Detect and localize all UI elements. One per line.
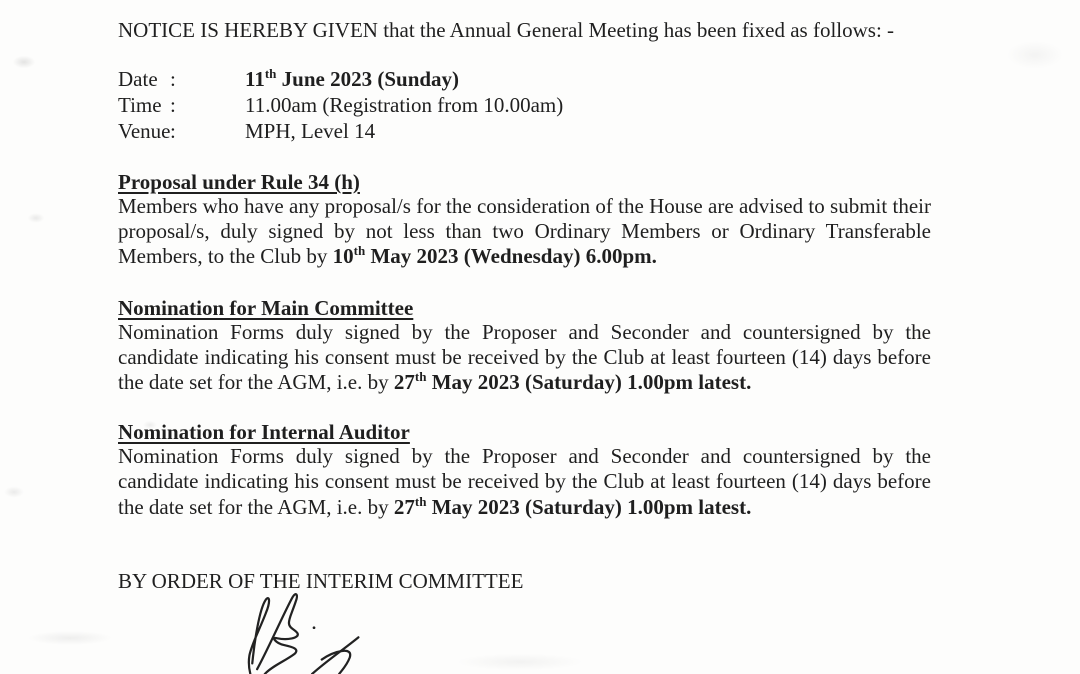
date-label: Date (118, 67, 158, 91)
deadline (394, 370, 751, 394)
section-nomination-main-committee (118, 296, 931, 396)
deadline-rest: May 2023 (Wednesday) 6.00pm. (365, 244, 657, 269)
section-proposal-rule-34h (118, 170, 931, 270)
section-body (118, 194, 931, 270)
section-body-text: Nomination Forms duly signed by the Proposer and Seconder and countersigned by the candidate indicating his consent must be received by the Club at least fourteen (14) days before the date set for the AGM, i.e. by (118, 444, 931, 519)
section-body-text: Members who have any proposal/s for the consideration of the House are advised to submit their proposal/s, duly signed by not less than two Ordinary Members or Ordinary Transferable Members, to the Club by (118, 194, 931, 269)
deadline-day: 27 (393, 494, 415, 519)
venue-colon: : (170, 119, 176, 143)
deadline-day: 27 (393, 370, 415, 395)
meeting-details (118, 66, 931, 144)
venue-value: MPH, Level 14 (245, 119, 376, 143)
date-day: 11 (245, 67, 265, 91)
notice-statement: NOTICE IS HEREBY GIVEN that the Annual General Meeting has been fixed as follows: - (118, 18, 895, 42)
signature (222, 592, 407, 674)
date-ordinal: th (264, 66, 277, 81)
section-body (118, 444, 931, 520)
deadline-ordinal: th (353, 243, 366, 259)
date-value (245, 66, 931, 92)
deadline-rest: May 2023 (Saturday) 1.00pm latest. (426, 370, 752, 395)
by-order-statement: BY ORDER OF THE INTERIM COMMITTEE (118, 568, 524, 593)
detail-row-time (118, 92, 931, 118)
deadline (333, 244, 657, 268)
section-heading: Proposal under Rule 34 (h) (118, 170, 360, 194)
date-rest: June 2023 (Sunday) (276, 67, 460, 91)
deadline-rest: May 2023 (Saturday) 1.00pm latest. (426, 494, 752, 519)
deadline-day: 10 (332, 244, 354, 269)
time-colon: : (170, 93, 176, 117)
time-value: 11.00am (Registration from 10.00am) (245, 93, 564, 117)
detail-row-date (118, 66, 931, 92)
venue-label: Venue (118, 119, 171, 143)
section-body-text: Nomination Forms duly signed by the Proposer and Seconder and countersigned by the candidate indicating his consent must be received by the Club at least fourteen (14) days before the date set for the AGM, i.e. by (118, 319, 931, 395)
notice-content (118, 0, 931, 594)
deadline (394, 495, 751, 519)
deadline-ordinal: th (414, 493, 427, 509)
deadline-ordinal: th (414, 369, 427, 385)
section-heading: Nomination for Internal Auditor (118, 420, 410, 445)
date-colon: : (170, 67, 176, 91)
detail-row-venue (118, 118, 931, 144)
time-label: Time (118, 93, 162, 117)
section-heading: Nomination for Main Committee (118, 295, 414, 320)
section-nomination-internal-auditor (118, 420, 931, 520)
section-body (118, 320, 931, 396)
signature-scribble (222, 592, 407, 674)
